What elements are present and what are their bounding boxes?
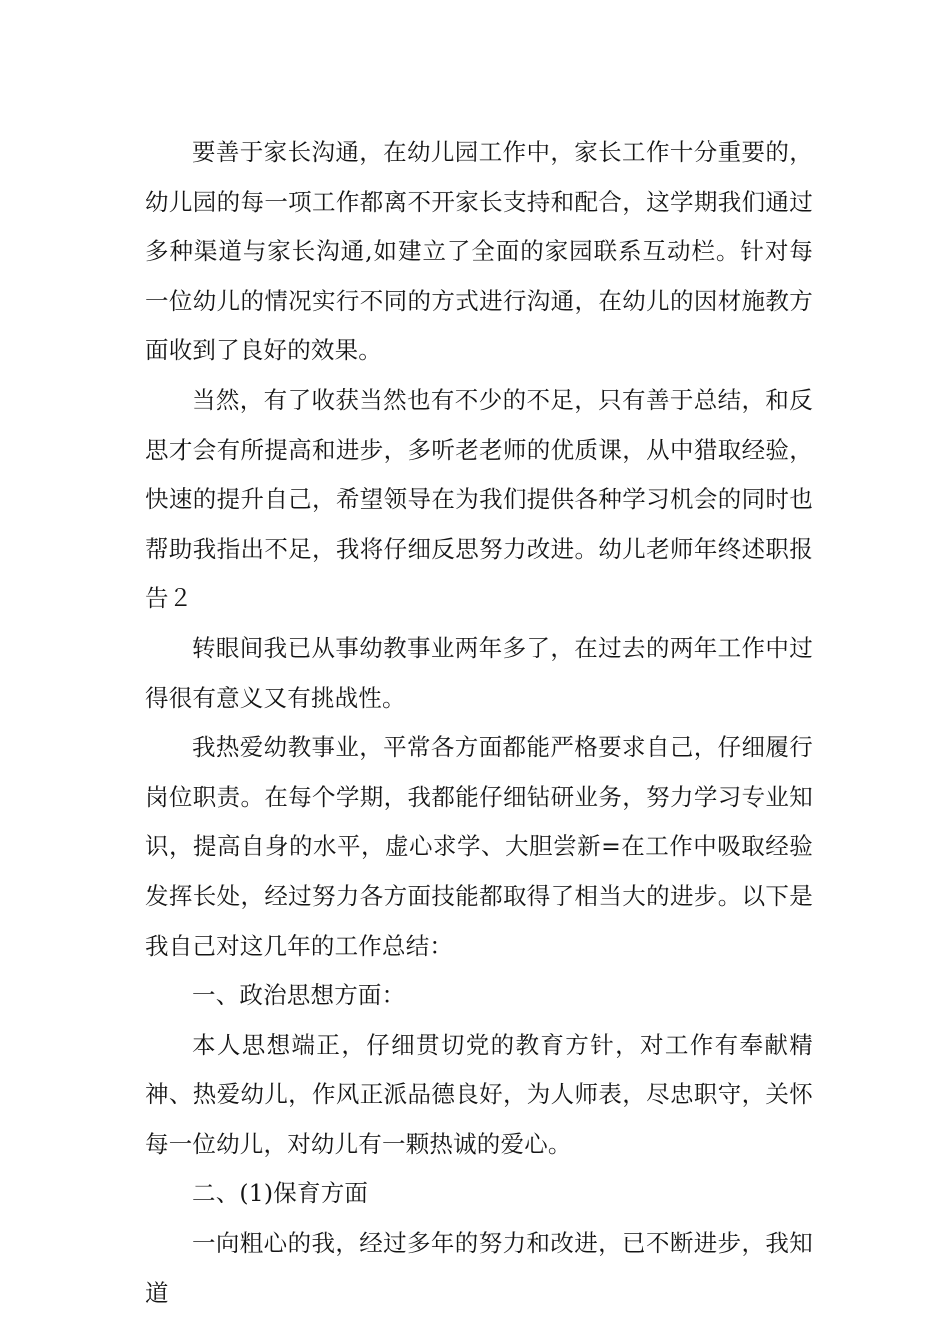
document-body	[145, 128, 813, 1318]
section-heading-political: 一、政治思想方面：	[192, 981, 406, 1010]
paragraph-childcare-progress: 一向粗心的我，经过多年的努力和改进，已不断进步，我知道	[145, 1229, 813, 1307]
paragraph-love-of-teaching: 我热爱幼教事业，平常各方面都能严格要求自己，仔细履行岗位职责。在每个学期，我都能仔细钻研业务，努力学习专业知识，提高自身的水平，虚心求学、大胆尝新=在工作中吸取经验发挥长处，经过努力各方面技能都取得了相当大的进步。以下是我自己对这几年的工作总结：	[145, 733, 813, 960]
paragraph-parent-communication: 要善于家长沟通，在幼儿园工作中，家长工作十分重要的，幼儿园的每一项工作都离不开家长支持和配合，这学期我们通过多种渠道与家长沟通,如建立了全面的家园联系互动栏。针对每一位幼儿的情况实行不同的方式进行沟通，在幼儿的因材施教方面收到了良好的效果。	[145, 138, 813, 365]
paragraph-political-thought: 本人思想端正，仔细贯切党的教育方针，对工作有奉献精神、热爱幼儿，作风正派品德良好，为人师表，尽忠职守，关怀每一位幼儿，对幼儿有一颗热诚的爱心。	[145, 1030, 813, 1158]
paragraph-reflection: 当然，有了收获当然也有不少的不足，只有善于总结，和反思才会有所提高和进步，多听老老师的优质课，从中猎取经验，快速的提升自己，希望领导在为我们提供各种学习机会的同时也帮助我指出不足，我将仔细反思努力改进。幼儿老师年终述职报告２	[145, 385, 813, 613]
section-heading-childcare: 二、(1)保育方面	[192, 1179, 369, 1208]
paragraph-two-years: 转眼间我已从事幼教事业两年多了，在过去的两年工作中过得很有意义又有挑战性。	[145, 633, 813, 712]
